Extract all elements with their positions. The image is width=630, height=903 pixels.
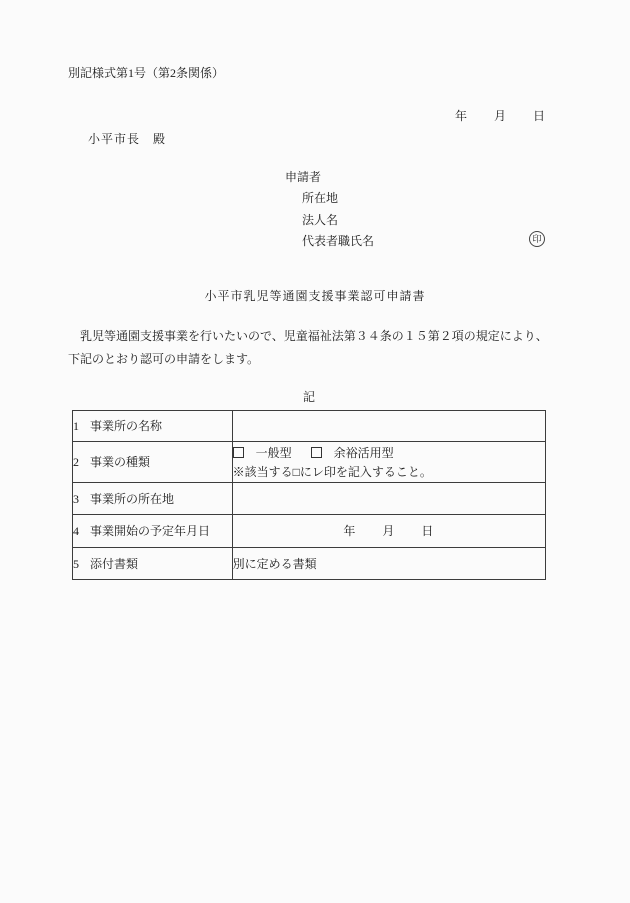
document-title: 小平市乳児等通園支援事業認可申請書: [204, 289, 426, 303]
option-surplus-use-type-label: 余裕活用型: [333, 446, 394, 460]
table-row-attachments: [73, 548, 546, 580]
applicant-representative-label: 代表者職氏名: [302, 234, 375, 248]
table-row-start-date: [73, 515, 546, 548]
row-label: 事業所の所在地: [90, 491, 175, 506]
row-label-cell: [73, 442, 233, 483]
row-label-cell: [73, 548, 233, 580]
row-label: 事業所の名称: [90, 419, 163, 433]
row-label: 事業開始の予定年月日: [90, 524, 211, 538]
addressee-line: 小平市長 殿: [88, 132, 167, 146]
date-placeholder: 年 月 日: [454, 109, 546, 123]
start-date-input-cell[interactable]: [232, 515, 545, 548]
row-label-cell: [73, 483, 233, 515]
record-heading: 記: [302, 390, 315, 404]
body-line-2: 下記のとおり認可の申請をします。: [68, 352, 260, 366]
option-general-type-label: 一般型: [255, 446, 292, 460]
row-number: 2: [73, 455, 79, 469]
row-number: 4: [73, 524, 79, 538]
business-type-cell: [232, 442, 545, 483]
applicant-corporation-label: 法人名: [302, 213, 339, 227]
row-number: 3: [73, 491, 79, 506]
checkbox-general-type[interactable]: [233, 447, 244, 458]
row-label: 事業の種類: [90, 455, 151, 469]
attachments-value-cell: 別に定める書類: [232, 548, 545, 580]
body-paragraph: [68, 325, 552, 371]
application-details-table: [72, 410, 546, 580]
type-options-line: [233, 444, 545, 463]
applicant-label: 申請者: [285, 170, 322, 184]
form-number-line: 別記様式第1号（第2条関係）: [68, 66, 225, 80]
row-label-cell: [73, 515, 233, 548]
body-line-1: 乳児等通園支援事業を行いたいので、児童福祉法第３４条の１５第２項の規定により、: [68, 329, 548, 343]
table-row-business-type: [73, 442, 546, 483]
row-number: 1: [73, 419, 79, 433]
table-row-business-address: [73, 483, 546, 515]
seal-icon: 印: [529, 231, 545, 247]
row-number: 5: [73, 556, 79, 571]
checkbox-surplus-use-type[interactable]: [311, 447, 322, 458]
start-date-placeholder: 年 月 日: [343, 524, 435, 538]
business-name-input-cell[interactable]: [232, 411, 545, 442]
business-address-input-cell[interactable]: [232, 483, 545, 515]
row-label: 添付書類: [90, 556, 139, 571]
row-label-cell: [73, 411, 233, 442]
table-row-business-name: [73, 411, 546, 442]
checkbox-instruction-note: ※該当する□にレ印を記入すること。: [232, 465, 432, 479]
applicant-address-label: 所在地: [302, 191, 339, 205]
